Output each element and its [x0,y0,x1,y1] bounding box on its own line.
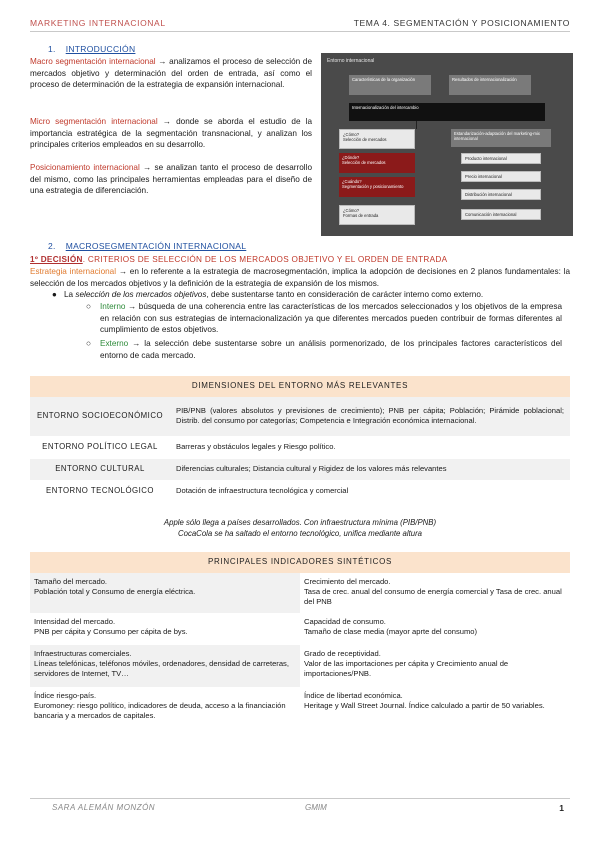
diagram-connector [416,121,417,129]
international-environment-diagram [321,53,573,236]
list-item: ○ Interno → búsqueda de una coherencia entre las características de los mercados seleccionados y los objetivos de la empresa en relación con sus estrategias de internacionalización ya que diferentes mercados pueden contribuir de formas diferentes al cumplimiento de estos objetivos. [86,302,562,335]
bullet-circle: ○ [86,339,91,348]
diagram-box-when: ¿Cuándo? Segmentación y posicionamiento [339,177,415,197]
table-header: PRINCIPALES INDICADORES SINTÉTICOS [30,552,570,573]
environment-dimensions-table [30,376,570,503]
synthetic-indicators-table [30,552,570,729]
intro-paragraph-positioning: Posicionamiento internacional → se analizan tanto el proceso de desarrollo del mismo, como las principales herramientas empleadas para el diseño de una estrategia de diferenciación. [30,163,312,196]
diagram-box-results: Resultados de internacionalización [449,75,531,95]
page-number: 1 [559,803,564,813]
table-cell-value: Dotación de infraestructura tecnológica y comercial [176,486,349,496]
diagram-box-entry-modes: ¿Cómo? Formas de entrada [339,205,415,225]
table-header: DIMENSIONES DEL ENTORNO MÁS RELEVANTES [30,376,570,397]
diagram-box-distribution: Distribución internacional [461,189,541,200]
indicator-cell: Tamaño del mercado. Población total y Consumo de energía eléctrica. [30,573,300,613]
indicator-cell: Índice de libertad económica. Heritage y Wall Street Journal. Índice calculado a partir de 50 variables. [304,690,545,711]
table-cell-value: PIB/PNB (valores absolutos y previsiones de crecimiento); PNB per cápita; Población; Pirámide poblacional; Distrib. del consumo por categorías; Competencia e Integración económica internacional. [176,406,564,426]
indicator-cell: Índice riesgo-país. Euromoney: riesgo político, indicadores de deuda, acceso a la financiación bancaria y a mercados de capitales. [34,690,286,721]
indicator-cell: Crecimiento del mercado. Tasa de crec. anual del consumo de energía comercial y Tasa de crec. anual del PNB [304,576,562,607]
indicator-cell: Grado de receptividad. Valor de las importaciones per cápita y Crecimiento anual de importaciones/PNB. [304,648,509,679]
table-row [30,645,570,687]
table-cell-label: ENTORNO CULTURAL [55,464,145,474]
diagram-box-communication: Comunicación internacional [461,209,541,220]
indicator-cell: Infraestructuras comerciales. Líneas telefónicas, teléfonos móviles, ordenadores, densidad de carreteras, servidores de Internet, TV… [30,645,300,687]
table-cell-label: ENTORNO TECNOLÓGICO [46,486,154,496]
diagram-title: Entorno internacional [327,58,375,64]
diagram-box-how: ¿Cómo? Selección de mercados [339,129,415,149]
intro-paragraph-micro: Micro segmentación internacional → donde se aborda el estudio de la importancia estratégica de la segmentación transnacional, y analizan los principales criterios empleados en su desarrollo. [30,117,312,150]
page-footer [30,798,570,812]
footer-course: GMIM [305,803,327,812]
header-topic: TEMA 4. SEGMENTACIÓN Y POSICIONAMIENTO [353,18,570,28]
bullet-circle: ○ [86,302,91,311]
table-cell-label: ENTORNO SOCIOECONÓMICO [36,411,164,421]
table-row [30,481,570,503]
indicator-cell: Capacidad de consumo. Tamaño de clase media (mayor aprte del consumo) [304,616,478,637]
bullet-dot: ● [52,290,57,299]
header-subject: MARKETING INTERNACIONAL [30,18,166,28]
strategy-paragraph: Estrategia internacional → en lo referente a la estrategia de macrosegmentación, implica la adopción de decisiones en 2 planos fundamentales: la selección de los mercados objetivos y la definición de la estrategia de expansión de los mismos. [30,267,570,288]
table-row [30,573,570,613]
footer-author: SARA ALEMÁN MONZÓN [52,803,156,812]
list-item: ○ Externo → la selección debe sustentarse sobre un análisis pormenorizado, de los principales factores característicos del entorno de cada mercado. [86,339,562,360]
diagram-box-where: ¿Dónde? Selección de mercados [339,153,415,173]
page-header [30,18,570,32]
section-1-title: 1. INTRODUCCIÓN [48,44,136,54]
diagram-box-product: Producto internacional [461,153,541,164]
examples-note: Apple sólo llega a países desarrollados. Con infraestructura mínima (PIB/PNB) CocaCola se ha saltado el entorno tecnológico, unifica mediante altura [163,518,437,539]
table-cell-label: ENTORNO POLÍTICO LEGAL [42,442,158,452]
table-cell-value: Barreras y obstáculos legales y Riesgo político. [176,442,336,452]
decision-heading: 1º DECISIÓN. CRITERIOS DE SELECCIÓN DE LOS MERCADOS OBJETIVO Y EL ORDEN DE ENTRADA [30,255,448,264]
table-row [30,397,570,437]
table-row [30,687,570,729]
section-2-title: 2. MACROSEGMENTACIÓN INTERNACIONAL [48,241,247,251]
diagram-box-organization: Características de la organización [349,75,431,95]
table-row [30,459,570,481]
intro-paragraph-macro: Macro segmentación internacional → analizamos el proceso de selección de mercados objetivo y determinación del orden de entrada, así como el proceso de determinación de la estrategia de expansión internacional. [30,57,313,90]
diagram-box-price: Precio internacional [461,171,541,182]
indicator-cell: Intensidad del mercado. PNB per cápita y Consumo per cápita de bys. [34,616,188,637]
diagram-box-internationalization: Internacionalización del intercambio [349,103,545,121]
list-item: ● La selección de los mercados objetivos, debe sustentarse tanto en consideración de carácter interno como externo. [52,290,484,299]
table-row [30,613,570,645]
table-cell-value: Diferencias culturales; Distancia cultural y Rigidez de los valores más relevantes [176,464,447,474]
diagram-box-standardization: Estandarización-adaptación del marketing-mix internacional [451,129,551,147]
table-row [30,437,570,459]
